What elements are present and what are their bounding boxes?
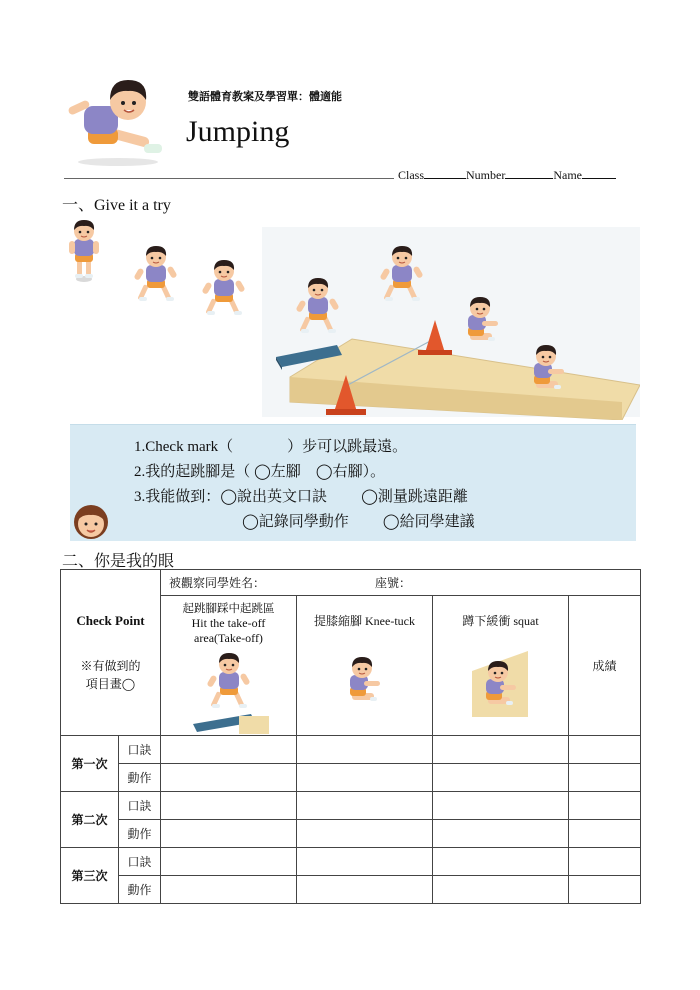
question-2: 2.我的起跳腳是（ ◯左腳 ◯右腳）。 (134, 464, 386, 480)
observation-table (60, 569, 641, 904)
number-field[interactable] (505, 166, 553, 179)
option-record-movement[interactable]: ◯記錄同學動作 (242, 514, 349, 530)
attempt-3-action-takeoff-cell[interactable] (161, 876, 297, 904)
class-field[interactable] (424, 166, 466, 179)
takeoff-illustration (189, 648, 269, 734)
long-jump-sequence-illustration (62, 217, 640, 420)
name-label: Name (553, 168, 582, 182)
observed-name-label: 被觀察同學姓名： (169, 576, 266, 590)
attempt-3-action-label: 動作 (119, 876, 161, 904)
knee-tuck-criteria-header: 提膝縮腳 Knee-tuck (297, 596, 433, 736)
squat-illustration (466, 641, 536, 717)
checkpoint-header-cell (61, 570, 161, 736)
attempt-1-cue-squat-cell[interactable] (433, 736, 569, 764)
checkpoint-note: ※有做到的 項目畫◯ (80, 658, 141, 691)
attempt-3-action-knee-tuck-cell[interactable] (297, 876, 433, 904)
question-3-line2 (242, 510, 475, 531)
observed-student-row (161, 570, 641, 596)
attempt-3-cue-squat-cell[interactable] (433, 848, 569, 876)
header-mascot-illustration (66, 78, 168, 170)
class-label: Class (398, 168, 425, 182)
squat-criteria-header: 蹲下緩衝 squat (433, 596, 569, 736)
worksheet-title: Jumping (186, 115, 290, 148)
worksheet-subtitle: 雙語體育教案及學習單：體適能 (188, 90, 342, 103)
section2-heading: 二、你是我的眼 (62, 553, 175, 570)
attempt-2-cue-knee-tuck-cell[interactable] (297, 792, 433, 820)
attempt-3-cue-label: 口訣 (119, 848, 161, 876)
name-field[interactable] (582, 166, 616, 179)
seat-number-label: 座號： (375, 576, 412, 590)
attempt-1-label: 第一次 (61, 736, 119, 792)
number-label: Number (466, 168, 506, 182)
attempt-3-score-cell[interactable] (569, 848, 641, 876)
attempt-1-cue-takeoff-cell[interactable] (161, 736, 297, 764)
option-measure-distance[interactable]: ◯測量跳遠距離 (361, 489, 468, 505)
attempt-1-score-cell[interactable] (569, 736, 641, 764)
self-check-box (70, 424, 636, 541)
attempt-2-label: 第二次 (61, 792, 119, 848)
attempt-2-cue-squat-cell[interactable] (433, 792, 569, 820)
attempt-2-score-cell[interactable] (569, 792, 641, 820)
question-3: 3.我能做到：◯說出英文口訣 ◯測量跳遠距離 (134, 489, 468, 505)
attempt-2-action-score-cell[interactable] (569, 820, 641, 848)
attempt-1-action-knee-tuck-cell[interactable] (297, 764, 433, 792)
attempt-2-action-label: 動作 (119, 820, 161, 848)
question-1: 1.Check mark（ ）步可以跳最遠。 (134, 439, 408, 455)
student-info-line (398, 166, 616, 183)
header-divider (64, 178, 394, 179)
knee-tuck-illustration (330, 645, 400, 715)
attempt-2-action-takeoff-cell[interactable] (161, 820, 297, 848)
option-say-english-cue[interactable]: ◯說出英文口訣 (220, 489, 328, 505)
attempt-3-cue-knee-tuck-cell[interactable] (297, 848, 433, 876)
attempt-1-action-score-cell[interactable] (569, 764, 641, 792)
option-give-advice[interactable]: ◯給同學建議 (382, 514, 475, 530)
attempt-3-cue-takeoff-cell[interactable] (161, 848, 297, 876)
attempt-1-cue-label: 口訣 (119, 736, 161, 764)
section1-heading: 一、Give it a try (62, 197, 171, 214)
attempt-2-action-squat-cell[interactable] (433, 820, 569, 848)
attempt-2-action-knee-tuck-cell[interactable] (297, 820, 433, 848)
girl-face-illustration (70, 500, 112, 540)
attempt-3-action-squat-cell[interactable] (433, 876, 569, 904)
attempt-2-cue-label: 口訣 (119, 792, 161, 820)
attempt-3-action-score-cell[interactable] (569, 876, 641, 904)
attempt-1-cue-knee-tuck-cell[interactable] (297, 736, 433, 764)
attempt-2-cue-takeoff-cell[interactable] (161, 792, 297, 820)
attempt-1-action-squat-cell[interactable] (433, 764, 569, 792)
attempt-1-action-label: 動作 (119, 764, 161, 792)
attempt-3-label: 第三次 (61, 848, 119, 904)
attempt-1-action-takeoff-cell[interactable] (161, 764, 297, 792)
takeoff-criteria-header: 起跳腳踩中起跳區 Hit the take-off area(Take-off) (161, 596, 297, 736)
checkpoint-label: Check Point (76, 612, 145, 628)
score-header: 成績 (569, 596, 641, 736)
